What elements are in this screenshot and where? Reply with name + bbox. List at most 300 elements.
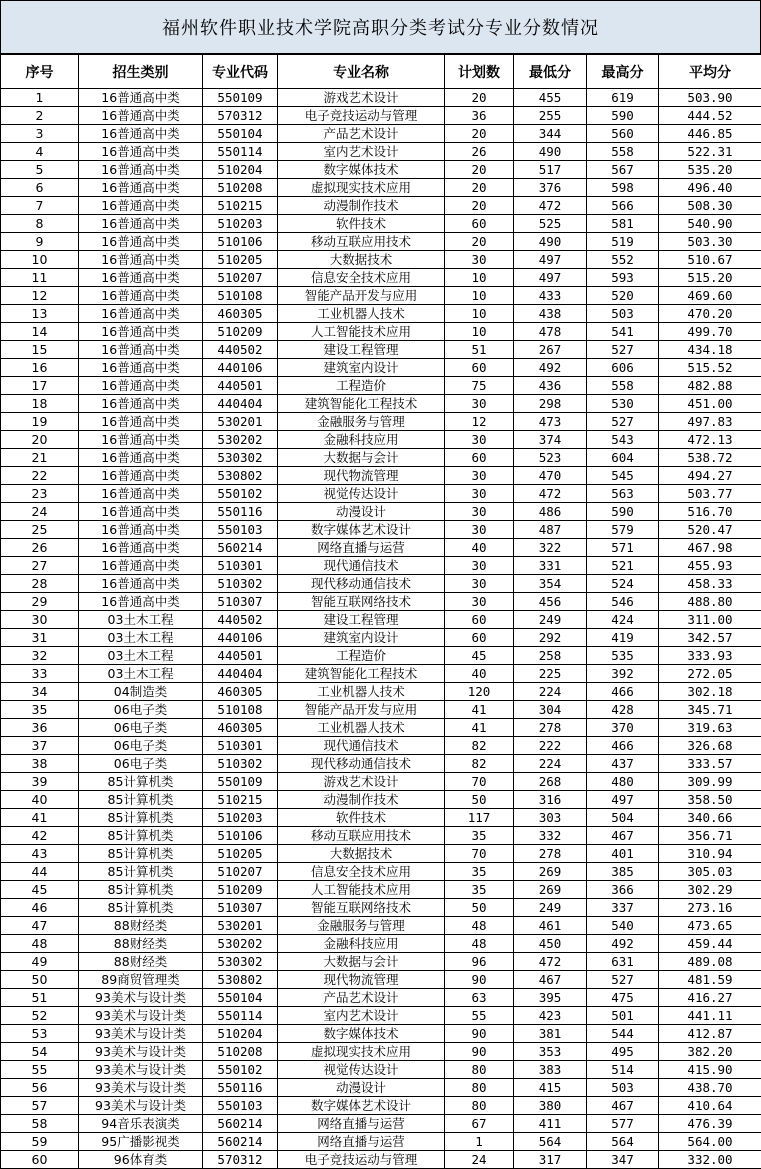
cell-category: 16普通高中类	[79, 161, 203, 179]
cell-min-score: 433	[514, 287, 587, 305]
cell-max-score: 366	[587, 881, 659, 899]
cell-index: 51	[1, 989, 79, 1007]
cell-category: 16普通高中类	[79, 179, 203, 197]
cell-plan-count: 41	[445, 701, 514, 719]
cell-index: 45	[1, 881, 79, 899]
table-row	[1, 359, 761, 377]
cell-avg-score: 540.90	[659, 215, 761, 233]
cell-avg-score: 455.93	[659, 557, 761, 575]
cell-max-score: 577	[587, 1115, 659, 1133]
cell-major-name: 现代通信技术	[278, 737, 445, 755]
cell-major-code: 550103	[203, 1097, 278, 1115]
cell-avg-score: 515.20	[659, 269, 761, 287]
cell-major-code: 440501	[203, 377, 278, 395]
cell-index: 1	[1, 89, 79, 107]
cell-category: 16普通高中类	[79, 377, 203, 395]
cell-max-score: 495	[587, 1043, 659, 1061]
cell-min-score: 374	[514, 431, 587, 449]
cell-major-code: 550114	[203, 1007, 278, 1025]
cell-plan-count: 90	[445, 1043, 514, 1061]
table-row	[1, 593, 761, 611]
cell-max-score: 563	[587, 485, 659, 503]
cell-index: 54	[1, 1043, 79, 1061]
cell-max-score: 419	[587, 629, 659, 647]
cell-avg-score: 520.47	[659, 521, 761, 539]
cell-major-code: 440501	[203, 647, 278, 665]
cell-major-code: 510215	[203, 791, 278, 809]
cell-major-code: 510106	[203, 233, 278, 251]
table-row	[1, 1151, 761, 1169]
cell-category: 94音乐表演类	[79, 1115, 203, 1133]
cell-major-name: 移动互联应用技术	[278, 233, 445, 251]
cell-max-score: 503	[587, 1079, 659, 1097]
table-row	[1, 899, 761, 917]
cell-index: 22	[1, 467, 79, 485]
cell-major-name: 室内艺术设计	[278, 143, 445, 161]
cell-avg-score: 503.77	[659, 485, 761, 503]
cell-avg-score: 467.98	[659, 539, 761, 557]
cell-avg-score: 476.39	[659, 1115, 761, 1133]
cell-avg-score: 497.83	[659, 413, 761, 431]
cell-avg-score: 470.20	[659, 305, 761, 323]
cell-avg-score: 326.68	[659, 737, 761, 755]
cell-min-score: 278	[514, 719, 587, 737]
cell-index: 31	[1, 629, 79, 647]
cell-max-score: 370	[587, 719, 659, 737]
cell-index: 46	[1, 899, 79, 917]
cell-avg-score: 302.29	[659, 881, 761, 899]
table-row	[1, 953, 761, 971]
cell-major-name: 人工智能技术应用	[278, 323, 445, 341]
cell-major-code: 440502	[203, 341, 278, 359]
cell-min-score: 497	[514, 251, 587, 269]
cell-plan-count: 30	[445, 251, 514, 269]
cell-avg-score: 441.11	[659, 1007, 761, 1025]
cell-index: 2	[1, 107, 79, 125]
cell-category: 06电子类	[79, 737, 203, 755]
cell-major-code: 530802	[203, 467, 278, 485]
cell-plan-count: 20	[445, 233, 514, 251]
cell-major-code: 550104	[203, 125, 278, 143]
cell-index: 40	[1, 791, 79, 809]
cell-category: 95广播影视类	[79, 1133, 203, 1151]
cell-max-score: 504	[587, 809, 659, 827]
cell-major-code: 530202	[203, 431, 278, 449]
cell-major-code: 510205	[203, 845, 278, 863]
cell-min-score: 304	[514, 701, 587, 719]
cell-major-code: 510203	[203, 809, 278, 827]
cell-index: 18	[1, 395, 79, 413]
cell-avg-score: 305.03	[659, 863, 761, 881]
cell-max-score: 540	[587, 917, 659, 935]
cell-plan-count: 35	[445, 863, 514, 881]
table-row	[1, 125, 761, 143]
cell-category: 03土木工程	[79, 665, 203, 683]
cell-category: 16普通高中类	[79, 485, 203, 503]
cell-category: 89商贸管理类	[79, 971, 203, 989]
table-row	[1, 647, 761, 665]
cell-major-name: 人工智能技术应用	[278, 881, 445, 899]
cell-plan-count: 80	[445, 1097, 514, 1115]
cell-index: 56	[1, 1079, 79, 1097]
cell-index: 8	[1, 215, 79, 233]
cell-category: 93美术与设计类	[79, 1043, 203, 1061]
cell-avg-score: 311.00	[659, 611, 761, 629]
cell-major-name: 动漫设计	[278, 503, 445, 521]
cell-index: 17	[1, 377, 79, 395]
cell-index: 53	[1, 1025, 79, 1043]
cell-min-score: 376	[514, 179, 587, 197]
table-row	[1, 215, 761, 233]
cell-min-score: 380	[514, 1097, 587, 1115]
cell-category: 85计算机类	[79, 773, 203, 791]
cell-min-score: 278	[514, 845, 587, 863]
cell-avg-score: 473.65	[659, 917, 761, 935]
table-row	[1, 665, 761, 683]
cell-max-score: 552	[587, 251, 659, 269]
cell-avg-score: 510.67	[659, 251, 761, 269]
cell-major-code: 530302	[203, 953, 278, 971]
cell-major-name: 现代移动通信技术	[278, 575, 445, 593]
table-row	[1, 287, 761, 305]
cell-major-name: 移动互联应用技术	[278, 827, 445, 845]
cell-min-score: 383	[514, 1061, 587, 1079]
cell-category: 16普通高中类	[79, 521, 203, 539]
cell-major-code: 510209	[203, 323, 278, 341]
cell-major-name: 现代物流管理	[278, 467, 445, 485]
cell-avg-score: 472.13	[659, 431, 761, 449]
cell-category: 16普通高中类	[79, 593, 203, 611]
cell-plan-count: 10	[445, 323, 514, 341]
cell-category: 85计算机类	[79, 881, 203, 899]
cell-avg-score: 358.50	[659, 791, 761, 809]
cell-major-name: 建筑智能化工程技术	[278, 665, 445, 683]
cell-max-score: 579	[587, 521, 659, 539]
cell-max-score: 466	[587, 737, 659, 755]
cell-min-score: 258	[514, 647, 587, 665]
cell-major-code: 460305	[203, 719, 278, 737]
cell-major-name: 电子竞技运动与管理	[278, 1151, 445, 1169]
table-row	[1, 251, 761, 269]
table-row	[1, 305, 761, 323]
cell-category: 03土木工程	[79, 629, 203, 647]
cell-max-score: 520	[587, 287, 659, 305]
cell-max-score: 527	[587, 413, 659, 431]
cell-min-score: 492	[514, 359, 587, 377]
cell-major-name: 数字媒体艺术设计	[278, 521, 445, 539]
cell-min-score: 523	[514, 449, 587, 467]
cell-avg-score: 522.31	[659, 143, 761, 161]
table-row	[1, 791, 761, 809]
cell-major-name: 金融服务与管理	[278, 917, 445, 935]
table-row	[1, 845, 761, 863]
cell-avg-score: 481.59	[659, 971, 761, 989]
table-body	[1, 89, 761, 1169]
cell-major-code: 510208	[203, 1043, 278, 1061]
cell-index: 37	[1, 737, 79, 755]
cell-plan-count: 60	[445, 215, 514, 233]
cell-index: 29	[1, 593, 79, 611]
cell-index: 10	[1, 251, 79, 269]
cell-min-score: 332	[514, 827, 587, 845]
cell-major-name: 金融科技应用	[278, 935, 445, 953]
table-row	[1, 809, 761, 827]
cell-max-score: 544	[587, 1025, 659, 1043]
cell-max-score: 545	[587, 467, 659, 485]
table-row	[1, 377, 761, 395]
header-avg-score: 平均分	[659, 55, 761, 89]
cell-avg-score: 503.90	[659, 89, 761, 107]
cell-index: 50	[1, 971, 79, 989]
cell-max-score: 535	[587, 647, 659, 665]
cell-avg-score: 564.00	[659, 1133, 761, 1151]
table-row	[1, 881, 761, 899]
cell-major-code: 510215	[203, 197, 278, 215]
cell-plan-count: 60	[445, 359, 514, 377]
cell-plan-count: 48	[445, 935, 514, 953]
cell-category: 16普通高中类	[79, 341, 203, 359]
cell-plan-count: 30	[445, 521, 514, 539]
cell-avg-score: 434.18	[659, 341, 761, 359]
cell-category: 16普通高中类	[79, 413, 203, 431]
cell-index: 13	[1, 305, 79, 323]
cell-major-code: 460305	[203, 683, 278, 701]
cell-index: 57	[1, 1097, 79, 1115]
table-row	[1, 323, 761, 341]
header-major-code: 专业代码	[203, 55, 278, 89]
cell-major-name: 信息安全技术应用	[278, 269, 445, 287]
cell-plan-count: 30	[445, 575, 514, 593]
cell-max-score: 521	[587, 557, 659, 575]
cell-major-code: 530201	[203, 917, 278, 935]
table-row	[1, 863, 761, 881]
cell-index: 55	[1, 1061, 79, 1079]
cell-category: 85计算机类	[79, 899, 203, 917]
cell-min-score: 268	[514, 773, 587, 791]
cell-avg-score: 345.71	[659, 701, 761, 719]
cell-plan-count: 63	[445, 989, 514, 1007]
cell-category: 16普通高中类	[79, 125, 203, 143]
cell-index: 59	[1, 1133, 79, 1151]
cell-major-code: 510307	[203, 899, 278, 917]
cell-max-score: 598	[587, 179, 659, 197]
cell-major-code: 510207	[203, 863, 278, 881]
cell-max-score: 466	[587, 683, 659, 701]
cell-category: 16普通高中类	[79, 305, 203, 323]
cell-index: 58	[1, 1115, 79, 1133]
cell-plan-count: 10	[445, 287, 514, 305]
cell-max-score: 347	[587, 1151, 659, 1169]
header-max-score: 最高分	[587, 55, 659, 89]
cell-major-code: 550102	[203, 485, 278, 503]
cell-index: 39	[1, 773, 79, 791]
cell-avg-score: 494.27	[659, 467, 761, 485]
cell-index: 24	[1, 503, 79, 521]
cell-category: 93美术与设计类	[79, 1079, 203, 1097]
table-row	[1, 197, 761, 215]
cell-major-name: 大数据与会计	[278, 449, 445, 467]
cell-avg-score: 410.64	[659, 1097, 761, 1115]
cell-major-name: 智能产品开发与应用	[278, 287, 445, 305]
cell-min-score: 436	[514, 377, 587, 395]
cell-category: 16普通高中类	[79, 287, 203, 305]
cell-min-score: 317	[514, 1151, 587, 1169]
cell-min-score: 490	[514, 143, 587, 161]
cell-min-score: 353	[514, 1043, 587, 1061]
cell-max-score: 558	[587, 377, 659, 395]
cell-major-name: 建筑室内设计	[278, 359, 445, 377]
cell-major-code: 530202	[203, 935, 278, 953]
cell-min-score: 470	[514, 467, 587, 485]
cell-category: 16普通高中类	[79, 467, 203, 485]
cell-min-score: 423	[514, 1007, 587, 1025]
cell-plan-count: 55	[445, 1007, 514, 1025]
cell-max-score: 546	[587, 593, 659, 611]
cell-major-code: 440404	[203, 665, 278, 683]
table-row	[1, 1025, 761, 1043]
cell-min-score: 438	[514, 305, 587, 323]
sheet-title: 福州软件职业技术学院高职分类考试分专业分数情况	[0, 0, 761, 54]
table-row	[1, 737, 761, 755]
cell-avg-score: 332.00	[659, 1151, 761, 1169]
cell-major-name: 工业机器人技术	[278, 683, 445, 701]
cell-min-score: 298	[514, 395, 587, 413]
cell-major-code: 510209	[203, 881, 278, 899]
cell-min-score: 224	[514, 755, 587, 773]
cell-max-score: 475	[587, 989, 659, 1007]
cell-avg-score: 356.71	[659, 827, 761, 845]
table-row	[1, 503, 761, 521]
cell-major-code: 550116	[203, 503, 278, 521]
cell-plan-count: 26	[445, 143, 514, 161]
cell-major-code: 510108	[203, 287, 278, 305]
cell-index: 47	[1, 917, 79, 935]
table-row	[1, 917, 761, 935]
cell-plan-count: 20	[445, 125, 514, 143]
cell-major-name: 产品艺术设计	[278, 989, 445, 1007]
cell-plan-count: 40	[445, 539, 514, 557]
cell-plan-count: 30	[445, 431, 514, 449]
cell-major-code: 510302	[203, 575, 278, 593]
cell-max-score: 424	[587, 611, 659, 629]
table-row	[1, 611, 761, 629]
cell-major-name: 游戏艺术设计	[278, 773, 445, 791]
cell-category: 16普通高中类	[79, 215, 203, 233]
cell-max-score: 606	[587, 359, 659, 377]
cell-plan-count: 82	[445, 755, 514, 773]
cell-index: 12	[1, 287, 79, 305]
cell-avg-score: 469.60	[659, 287, 761, 305]
cell-major-code: 550104	[203, 989, 278, 1007]
cell-plan-count: 35	[445, 827, 514, 845]
cell-category: 16普通高中类	[79, 395, 203, 413]
header-plan-count: 计划数	[445, 55, 514, 89]
cell-plan-count: 30	[445, 485, 514, 503]
cell-avg-score: 488.80	[659, 593, 761, 611]
cell-index: 6	[1, 179, 79, 197]
cell-plan-count: 30	[445, 503, 514, 521]
table-row	[1, 431, 761, 449]
cell-min-score: 224	[514, 683, 587, 701]
cell-avg-score: 310.94	[659, 845, 761, 863]
cell-major-code: 560214	[203, 539, 278, 557]
cell-min-score: 322	[514, 539, 587, 557]
table-row	[1, 485, 761, 503]
cell-avg-score: 412.87	[659, 1025, 761, 1043]
cell-major-name: 产品艺术设计	[278, 125, 445, 143]
cell-min-score: 354	[514, 575, 587, 593]
cell-category: 06电子类	[79, 701, 203, 719]
cell-plan-count: 30	[445, 395, 514, 413]
table-row	[1, 107, 761, 125]
table-row	[1, 701, 761, 719]
cell-index: 30	[1, 611, 79, 629]
cell-major-name: 智能互联网络技术	[278, 593, 445, 611]
cell-major-code: 510204	[203, 1025, 278, 1043]
cell-major-name: 室内艺术设计	[278, 1007, 445, 1025]
cell-max-score: 604	[587, 449, 659, 467]
cell-category: 16普通高中类	[79, 269, 203, 287]
cell-min-score: 472	[514, 485, 587, 503]
cell-index: 5	[1, 161, 79, 179]
cell-avg-score: 302.18	[659, 683, 761, 701]
cell-category: 16普通高中类	[79, 143, 203, 161]
cell-major-name: 金融服务与管理	[278, 413, 445, 431]
cell-plan-count: 45	[445, 647, 514, 665]
cell-avg-score: 508.30	[659, 197, 761, 215]
cell-major-code: 440502	[203, 611, 278, 629]
table-row	[1, 233, 761, 251]
cell-avg-score: 273.16	[659, 899, 761, 917]
cell-plan-count: 67	[445, 1115, 514, 1133]
cell-min-score: 472	[514, 197, 587, 215]
cell-plan-count: 50	[445, 791, 514, 809]
cell-plan-count: 75	[445, 377, 514, 395]
cell-plan-count: 41	[445, 719, 514, 737]
cell-category: 88财经类	[79, 917, 203, 935]
cell-max-score: 590	[587, 503, 659, 521]
cell-major-name: 智能产品开发与应用	[278, 701, 445, 719]
cell-avg-score: 516.70	[659, 503, 761, 521]
cell-category: 03土木工程	[79, 611, 203, 629]
cell-major-code: 510301	[203, 557, 278, 575]
cell-avg-score: 415.90	[659, 1061, 761, 1079]
cell-max-score: 593	[587, 269, 659, 287]
cell-major-code: 510205	[203, 251, 278, 269]
cell-major-name: 现代移动通信技术	[278, 755, 445, 773]
cell-min-score: 564	[514, 1133, 587, 1151]
table-row	[1, 161, 761, 179]
cell-avg-score: 451.00	[659, 395, 761, 413]
cell-index: 19	[1, 413, 79, 431]
cell-category: 06电子类	[79, 755, 203, 773]
cell-max-score: 631	[587, 953, 659, 971]
cell-max-score: 619	[587, 89, 659, 107]
cell-category: 16普通高中类	[79, 449, 203, 467]
cell-major-name: 现代通信技术	[278, 557, 445, 575]
cell-max-score: 527	[587, 971, 659, 989]
cell-major-name: 虚拟现实技术应用	[278, 1043, 445, 1061]
table-row	[1, 341, 761, 359]
cell-min-score: 267	[514, 341, 587, 359]
cell-major-code: 550114	[203, 143, 278, 161]
cell-max-score: 514	[587, 1061, 659, 1079]
cell-min-score: 395	[514, 989, 587, 1007]
cell-max-score: 385	[587, 863, 659, 881]
cell-major-name: 建筑室内设计	[278, 629, 445, 647]
table-row	[1, 629, 761, 647]
table-row	[1, 989, 761, 1007]
